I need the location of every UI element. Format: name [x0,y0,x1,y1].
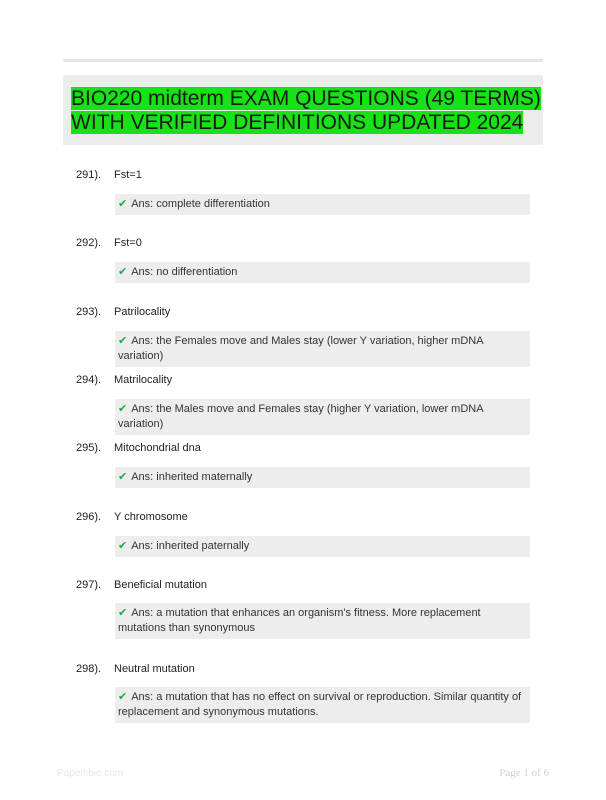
answer-text: Ans: no differentiation [131,266,238,278]
top-divider [63,59,543,62]
footer-watermark: Paperlibie.com [57,768,124,779]
checkmark-icon: ✔ [118,471,128,483]
checkmark-icon: ✔ [118,198,128,210]
answer-box [115,687,530,723]
answer-text: Ans: inherited maternally [131,471,253,483]
answer-box [115,331,530,367]
checkmark-icon: ✔ [118,266,128,278]
question-number: 293). [76,306,102,318]
question-term: Neutral mutation [114,663,195,675]
answer-text: Ans: the Males move and Females stay (higher Y variation, lower mDNA variation) [118,403,483,430]
answer-text: Ans: the Females move and Males stay (lower Y variation, higher mDNA variation) [118,335,483,362]
checkmark-icon: ✔ [118,335,128,347]
question-term: Beneficial mutation [114,579,207,591]
answer-box [115,603,530,639]
question-number: 292). [76,237,102,249]
answer-box [115,399,530,435]
question-term: Fst=0 [114,237,142,249]
answer-text: Ans: a mutation that has no effect on survival or reproduction. Similar quantity of replacement and synonymous mutations. [118,691,522,718]
answer-text: Ans: complete differentiation [131,198,270,210]
checkmark-icon: ✔ [118,403,128,415]
question-number: 295). [76,442,102,454]
question-number: 297). [76,579,102,591]
answer-box [115,262,530,283]
answer-text: Ans: a mutation that enhances an organism's fitness. More replacement mutations than synonymous [118,607,481,634]
question-term: Matrilocality [114,374,173,386]
checkmark-icon: ✔ [118,540,128,552]
page-indicator: Page 1 of 6 [499,767,549,779]
question-number: 298). [76,663,102,675]
question-number: 296). [76,511,102,523]
question-term: Fst=1 [114,169,142,181]
answer-text: Ans: inherited paternally [131,540,250,552]
question-number: 291). [76,169,102,181]
question-term: Y chromosome [114,511,188,523]
answer-box [115,536,530,557]
question-term: Patrilocality [114,306,171,318]
checkmark-icon: ✔ [118,691,128,703]
title-line-1: BIO220 midterm EXAM QUESTIONS (49 TERMS) [71,87,541,110]
answer-box [115,194,530,215]
question-number: 294). [76,374,102,386]
checkmark-icon: ✔ [118,607,128,619]
document-title [71,87,541,135]
title-line-2: WITH VERIFIED DEFINITIONS UPDATED 2024 [71,111,524,134]
answer-box [115,467,530,488]
question-term: Mitochondrial dna [114,442,201,454]
